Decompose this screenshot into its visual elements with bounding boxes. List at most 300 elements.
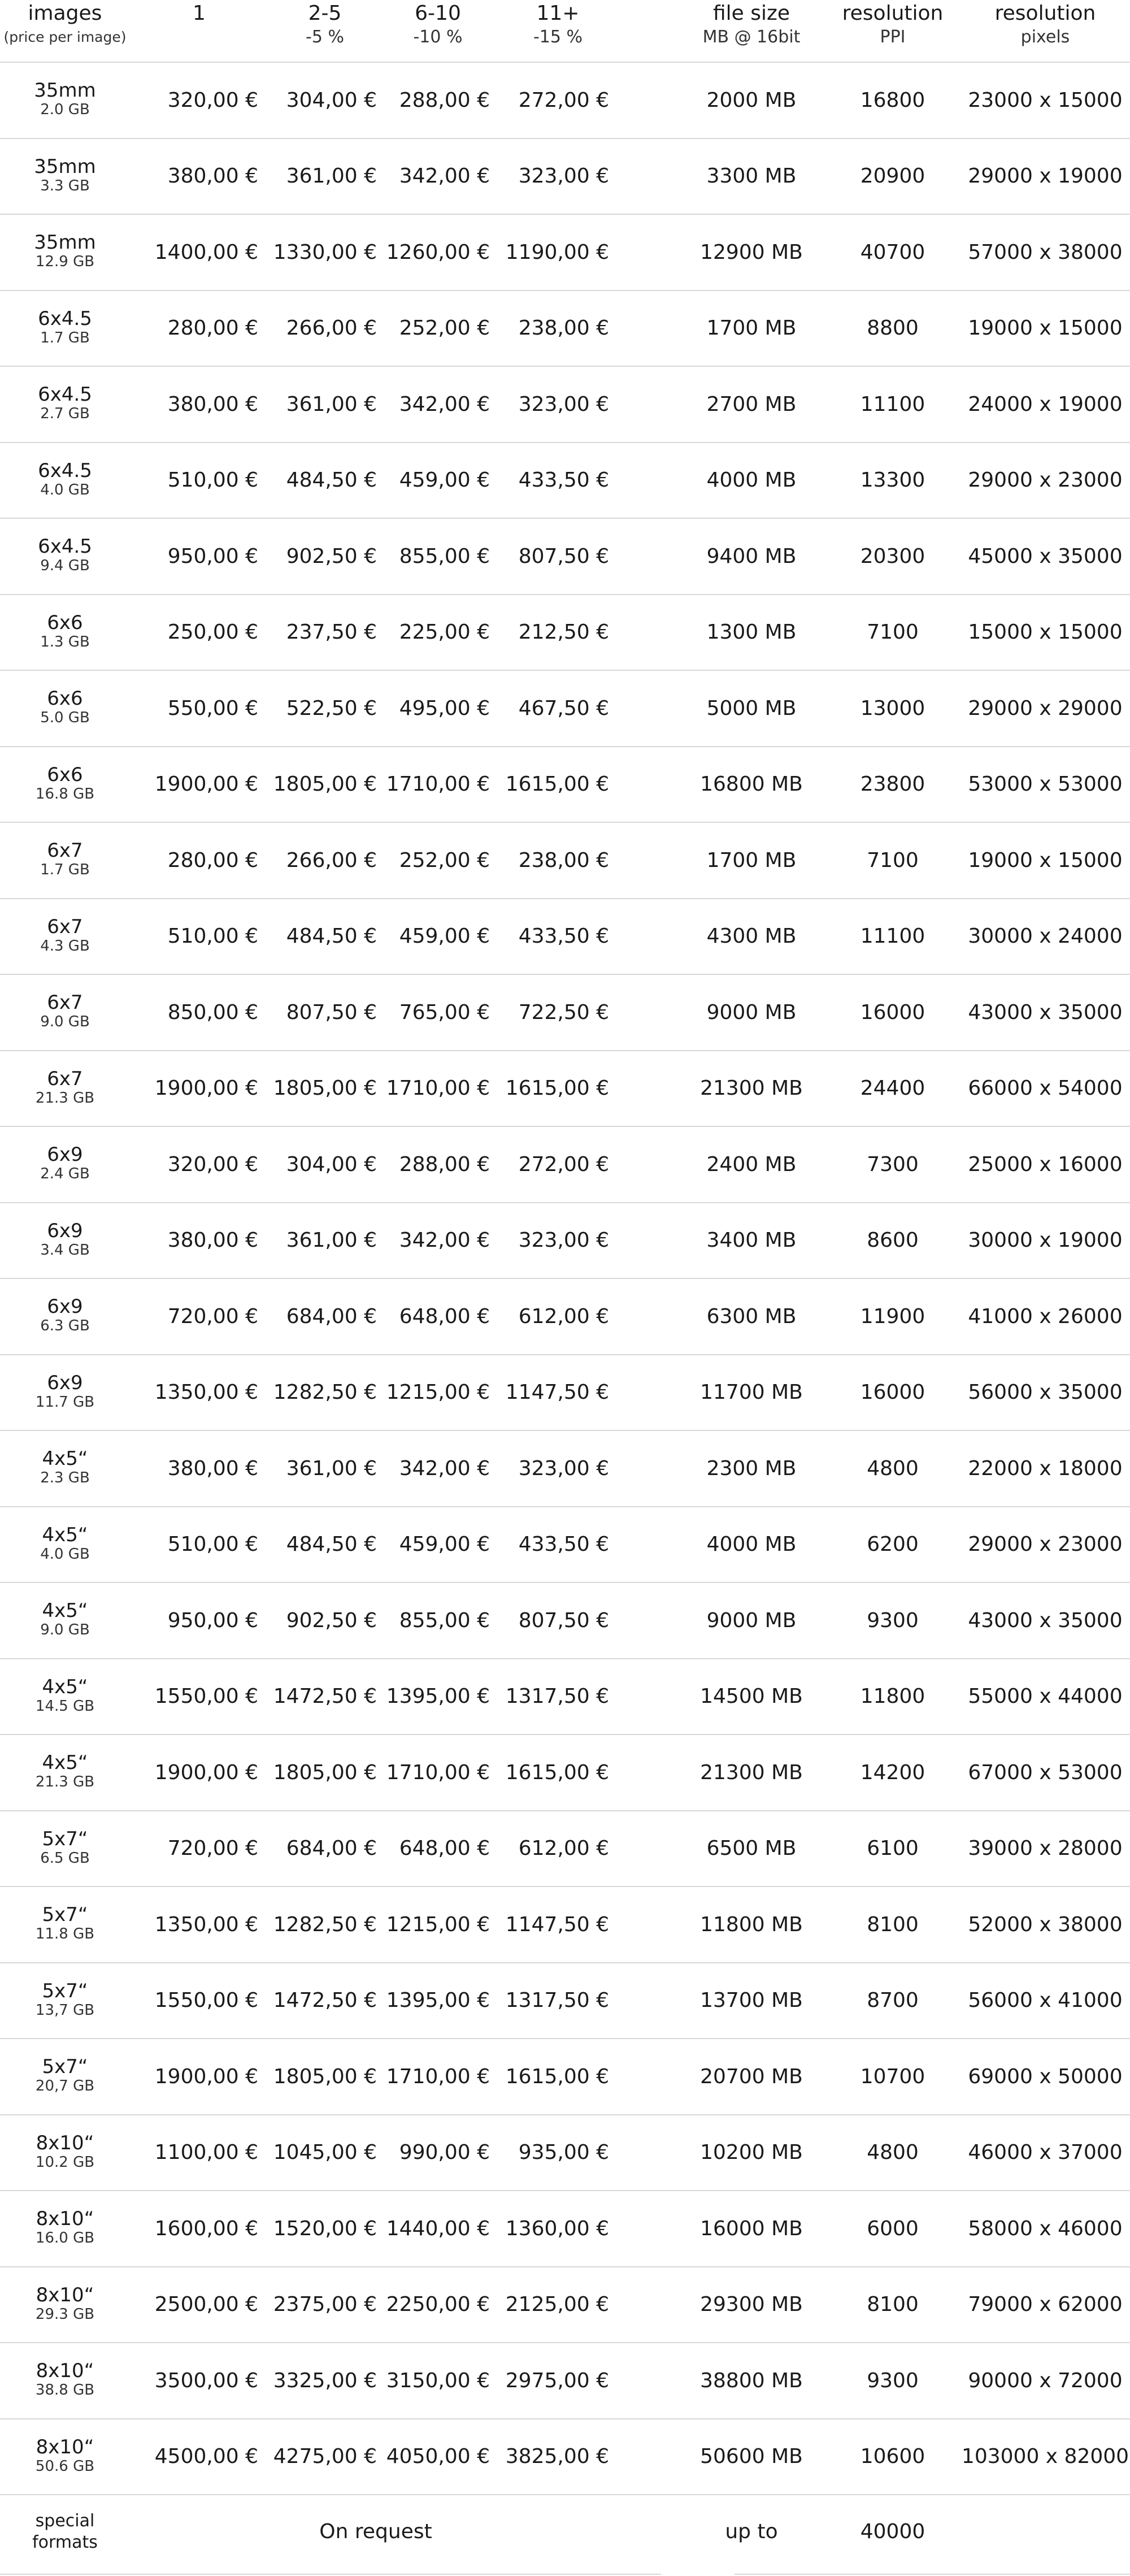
gap-cell xyxy=(621,1811,678,1887)
price-qty-2-5: 1330,00 € xyxy=(268,214,381,290)
price-qty-11: 2125,00 € xyxy=(494,2267,621,2343)
price-qty-6-10: 342,00 € xyxy=(381,1203,494,1279)
price-qty-2-5: 3325,00 € xyxy=(268,2343,381,2419)
price-qty-1: 850,00 € xyxy=(130,974,268,1051)
price-qty-1: 510,00 € xyxy=(130,443,268,519)
gap-cell xyxy=(621,366,678,443)
file-size-cell: 11700 MB xyxy=(678,1355,825,1431)
format-name: 6x9 xyxy=(47,1371,83,1394)
price-qty-11: 323,00 € xyxy=(494,1203,621,1279)
price-qty-6-10: 855,00 € xyxy=(381,1582,494,1659)
table-row xyxy=(0,595,1130,671)
header-file-size xyxy=(678,0,825,62)
price-qty-2-5: 484,50 € xyxy=(268,443,381,519)
gap-cell xyxy=(621,1582,678,1659)
resolution-ppi-cell: 4800 xyxy=(825,2115,960,2191)
header-resolution-ppi xyxy=(825,0,960,62)
special-row-divider-left xyxy=(0,2574,661,2575)
price-qty-2-5: 2375,00 € xyxy=(268,2267,381,2343)
format-gigabytes: 2.0 GB xyxy=(40,101,90,119)
resolution-ppi-cell: 11800 xyxy=(825,1659,960,1735)
special-pixels xyxy=(960,2495,1130,2568)
price-qty-2-5: 1520,00 € xyxy=(268,2191,381,2267)
price-qty-2-5: 902,50 € xyxy=(268,518,381,595)
format-name: 6x6 xyxy=(47,763,83,786)
price-qty-2-5: 1045,00 € xyxy=(268,2115,381,2191)
format-gigabytes: 1.7 GB xyxy=(40,329,90,346)
table-row xyxy=(0,443,1130,519)
resolution-pixels-cell: 57000 x 38000 xyxy=(960,214,1130,290)
format-name: 8x10“ xyxy=(36,2131,94,2154)
format-cell xyxy=(0,1582,130,1659)
price-qty-11: 433,50 € xyxy=(494,1507,621,1583)
price-qty-1: 380,00 € xyxy=(130,366,268,443)
table-row xyxy=(0,1582,1130,1659)
file-size-cell: 1700 MB xyxy=(678,822,825,899)
price-qty-11: 323,00 € xyxy=(494,138,621,215)
price-qty-2-5: 1472,50 € xyxy=(268,1963,381,2039)
file-size-cell: 6300 MB xyxy=(678,1278,825,1355)
format-gigabytes: 4.0 GB xyxy=(40,481,90,498)
price-qty-11: 467,50 € xyxy=(494,670,621,747)
file-size-cell: 11800 MB xyxy=(678,1887,825,1963)
price-qty-2-5: 684,00 € xyxy=(268,1278,381,1355)
header-qty-1 xyxy=(130,0,268,62)
gap-cell xyxy=(621,2115,678,2191)
price-qty-11: 433,50 € xyxy=(494,899,621,975)
format-gigabytes: 2.4 GB xyxy=(40,1165,90,1183)
table-row xyxy=(0,1811,1130,1887)
price-qty-1: 320,00 € xyxy=(130,1126,268,1203)
format-gigabytes: 16.8 GB xyxy=(35,785,95,803)
resolution-pixels-cell: 39000 x 28000 xyxy=(960,1811,1130,1887)
gap-cell xyxy=(621,974,678,1051)
price-qty-6-10: 459,00 € xyxy=(381,899,494,975)
resolution-pixels-cell: 29000 x 29000 xyxy=(960,670,1130,747)
table-row xyxy=(0,2115,1130,2191)
resolution-ppi-cell: 40700 xyxy=(825,214,960,290)
resolution-ppi-cell: 8100 xyxy=(825,1887,960,1963)
format-cell xyxy=(0,1659,130,1735)
price-qty-2-5: 361,00 € xyxy=(268,366,381,443)
price-qty-2-5: 1282,50 € xyxy=(268,1887,381,1963)
price-qty-11: 1360,00 € xyxy=(494,2191,621,2267)
gap-cell xyxy=(621,443,678,519)
gap-cell xyxy=(621,1963,678,2039)
format-gigabytes: 3.3 GB xyxy=(40,177,90,194)
format-name: 6x4.5 xyxy=(38,459,92,482)
gap-cell xyxy=(621,2343,678,2419)
price-qty-6-10: 1260,00 € xyxy=(381,214,494,290)
format-gigabytes: 9.0 GB xyxy=(40,1621,90,1639)
file-size-cell: 5000 MB xyxy=(678,670,825,747)
resolution-pixels-cell: 45000 x 35000 xyxy=(960,518,1130,595)
price-qty-2-5: 484,50 € xyxy=(268,899,381,975)
file-size-cell: 4300 MB xyxy=(678,899,825,975)
resolution-pixels-cell: 56000 x 35000 xyxy=(960,1355,1130,1431)
special-label-line1: special xyxy=(35,2510,95,2531)
price-qty-6-10: 288,00 € xyxy=(381,62,494,138)
price-qty-1: 510,00 € xyxy=(130,899,268,975)
file-size-cell: 3400 MB xyxy=(678,1203,825,1279)
price-qty-11: 2975,00 € xyxy=(494,2343,621,2419)
format-gigabytes: 10.2 GB xyxy=(35,2153,95,2171)
gap-cell xyxy=(621,2419,678,2495)
format-name: 6x4.5 xyxy=(38,307,92,330)
table-row xyxy=(0,366,1130,443)
table-row xyxy=(0,2267,1130,2343)
table-row xyxy=(0,2419,1130,2495)
price-qty-6-10: 225,00 € xyxy=(381,595,494,671)
resolution-pixels-cell: 66000 x 54000 xyxy=(960,1051,1130,1127)
price-qty-11: 1147,50 € xyxy=(494,1887,621,1963)
format-cell xyxy=(0,2419,130,2495)
price-qty-6-10: 1215,00 € xyxy=(381,1355,494,1431)
format-gigabytes: 11.8 GB xyxy=(35,1926,95,1943)
format-gigabytes: 20,7 GB xyxy=(35,2078,95,2095)
format-name: 35mm xyxy=(34,79,96,102)
format-cell xyxy=(0,1051,130,1127)
format-cell xyxy=(0,62,130,138)
gap-cell xyxy=(621,1126,678,1203)
format-name: 6x4.5 xyxy=(38,535,92,558)
header-qty-2-5-discount: -5 % xyxy=(306,27,344,47)
resolution-ppi-cell: 4800 xyxy=(825,1430,960,1507)
resolution-ppi-cell: 16000 xyxy=(825,1355,960,1431)
price-qty-1: 1550,00 € xyxy=(130,1963,268,2039)
format-gigabytes: 50.6 GB xyxy=(35,2457,95,2475)
resolution-pixels-cell: 15000 x 15000 xyxy=(960,595,1130,671)
resolution-pixels-cell: 43000 x 35000 xyxy=(960,1582,1130,1659)
price-qty-1: 380,00 € xyxy=(130,138,268,215)
price-qty-1: 250,00 € xyxy=(130,595,268,671)
resolution-ppi-cell: 8800 xyxy=(825,290,960,367)
format-name: 5x7“ xyxy=(42,1827,88,1850)
format-gigabytes: 4.0 GB xyxy=(40,1545,90,1563)
resolution-ppi-cell: 7100 xyxy=(825,595,960,671)
price-qty-6-10: 342,00 € xyxy=(381,366,494,443)
resolution-pixels-cell: 41000 x 26000 xyxy=(960,1278,1130,1355)
special-label-line2: formats xyxy=(32,2532,98,2552)
price-qty-6-10: 342,00 € xyxy=(381,1430,494,1507)
format-gigabytes: 1.3 GB xyxy=(40,633,90,650)
format-cell xyxy=(0,1507,130,1583)
resolution-pixels-cell: 53000 x 53000 xyxy=(960,747,1130,823)
gap-cell xyxy=(621,747,678,823)
table-row xyxy=(0,899,1130,975)
resolution-pixels-cell: 30000 x 19000 xyxy=(960,1203,1130,1279)
format-gigabytes: 4.3 GB xyxy=(40,937,90,955)
file-size-cell: 9400 MB xyxy=(678,518,825,595)
price-qty-11: 1615,00 € xyxy=(494,1051,621,1127)
resolution-pixels-cell: 25000 x 16000 xyxy=(960,1126,1130,1203)
price-qty-6-10: 459,00 € xyxy=(381,1507,494,1583)
format-gigabytes: 13,7 GB xyxy=(35,2001,95,2019)
price-qty-11: 323,00 € xyxy=(494,366,621,443)
header-resolution-pixels-sub: pixels xyxy=(1020,27,1070,47)
table-row xyxy=(0,1659,1130,1735)
price-qty-11: 238,00 € xyxy=(494,822,621,899)
price-qty-6-10: 1710,00 € xyxy=(381,747,494,823)
price-qty-1: 1900,00 € xyxy=(130,2039,268,2115)
format-cell xyxy=(0,1734,130,1811)
price-qty-2-5: 902,50 € xyxy=(268,1582,381,1659)
table-body xyxy=(0,62,1130,2568)
gap-cell xyxy=(621,518,678,595)
gap-cell xyxy=(621,1507,678,1583)
table-row xyxy=(0,1051,1130,1127)
price-qty-6-10: 765,00 € xyxy=(381,974,494,1051)
price-qty-6-10: 342,00 € xyxy=(381,138,494,215)
format-cell xyxy=(0,1811,130,1887)
table-row xyxy=(0,1963,1130,2039)
format-cell xyxy=(0,2039,130,2115)
gap-cell xyxy=(621,2191,678,2267)
price-qty-2-5: 4275,00 € xyxy=(268,2419,381,2495)
price-qty-1: 720,00 € xyxy=(130,1278,268,1355)
price-qty-11: 1615,00 € xyxy=(494,747,621,823)
gap-cell xyxy=(621,1659,678,1735)
price-qty-2-5: 484,50 € xyxy=(268,1507,381,1583)
format-cell xyxy=(0,595,130,671)
price-qty-2-5: 266,00 € xyxy=(268,822,381,899)
price-qty-11: 272,00 € xyxy=(494,1126,621,1203)
file-size-cell: 21300 MB xyxy=(678,1734,825,1811)
price-qty-1: 720,00 € xyxy=(130,1811,268,1887)
format-gigabytes: 12.9 GB xyxy=(35,253,95,271)
format-gigabytes: 21.3 GB xyxy=(35,1773,95,1791)
resolution-pixels-cell: 24000 x 19000 xyxy=(960,366,1130,443)
gap-cell xyxy=(621,1355,678,1431)
resolution-ppi-cell: 23800 xyxy=(825,747,960,823)
gap-cell xyxy=(621,670,678,747)
resolution-pixels-cell: 69000 x 50000 xyxy=(960,2039,1130,2115)
format-cell xyxy=(0,1203,130,1279)
resolution-ppi-cell: 9300 xyxy=(825,2343,960,2419)
resolution-pixels-cell: 43000 x 35000 xyxy=(960,974,1130,1051)
format-name: 6x9 xyxy=(47,1219,83,1242)
price-qty-6-10: 3150,00 € xyxy=(381,2343,494,2419)
file-size-cell: 1300 MB xyxy=(678,595,825,671)
table-row xyxy=(0,1734,1130,1811)
format-name: 6x7 xyxy=(47,1067,83,1090)
format-cell xyxy=(0,1126,130,1203)
gap-cell xyxy=(621,1278,678,1355)
format-cell xyxy=(0,974,130,1051)
price-qty-11: 807,50 € xyxy=(494,518,621,595)
table-row xyxy=(0,1887,1130,1963)
header-qty-11-label: 11+ xyxy=(536,2,580,25)
format-cell xyxy=(0,443,130,519)
format-gigabytes: 1.7 GB xyxy=(40,861,90,879)
header-resolution-ppi-sub: PPI xyxy=(880,27,906,47)
resolution-ppi-cell: 6200 xyxy=(825,1507,960,1583)
file-size-cell: 3300 MB xyxy=(678,138,825,215)
format-gigabytes: 6.5 GB xyxy=(40,1849,90,1867)
price-qty-6-10: 1710,00 € xyxy=(381,1734,494,1811)
price-qty-6-10: 648,00 € xyxy=(381,1278,494,1355)
format-name: 4x5“ xyxy=(42,1523,88,1546)
price-qty-6-10: 459,00 € xyxy=(381,443,494,519)
gap-cell xyxy=(621,1203,678,1279)
table-row xyxy=(0,1507,1130,1583)
file-size-cell: 9000 MB xyxy=(678,1582,825,1659)
price-qty-11: 612,00 € xyxy=(494,1278,621,1355)
resolution-ppi-cell: 10600 xyxy=(825,2419,960,2495)
file-size-cell: 1700 MB xyxy=(678,290,825,367)
price-qty-11: 1615,00 € xyxy=(494,2039,621,2115)
resolution-pixels-cell: 23000 x 15000 xyxy=(960,62,1130,138)
price-qty-1: 280,00 € xyxy=(130,822,268,899)
format-name: 6x7 xyxy=(47,991,83,1014)
special-price: On request xyxy=(319,2520,432,2543)
table-row xyxy=(0,822,1130,899)
table-row xyxy=(0,2191,1130,2267)
format-gigabytes: 29.3 GB xyxy=(35,2305,95,2323)
gap-cell xyxy=(621,1887,678,1963)
price-qty-11: 1317,50 € xyxy=(494,1963,621,2039)
price-qty-1: 950,00 € xyxy=(130,518,268,595)
header-qty-11-discount: -15 % xyxy=(533,27,583,47)
price-qty-2-5: 1282,50 € xyxy=(268,1355,381,1431)
price-qty-11: 1147,50 € xyxy=(494,1355,621,1431)
format-name: 6x9 xyxy=(47,1295,83,1319)
price-qty-6-10: 1710,00 € xyxy=(381,2039,494,2115)
file-size-cell: 10200 MB xyxy=(678,2115,825,2191)
format-name: 6x6 xyxy=(47,687,83,710)
header-resolution-pixels-label: resolution xyxy=(994,2,1096,25)
price-qty-2-5: 361,00 € xyxy=(268,138,381,215)
table-row xyxy=(0,1430,1130,1507)
format-gigabytes: 2.3 GB xyxy=(40,1469,90,1487)
gap-cell xyxy=(621,2267,678,2343)
table-header xyxy=(0,0,1130,62)
table-row xyxy=(0,2343,1130,2419)
file-size-cell: 29300 MB xyxy=(678,2267,825,2343)
format-gigabytes: 9.0 GB xyxy=(40,1013,90,1031)
price-qty-2-5: 1805,00 € xyxy=(268,1051,381,1127)
resolution-ppi-cell: 10700 xyxy=(825,2039,960,2115)
format-gigabytes: 11.7 GB xyxy=(35,1393,95,1411)
file-size-cell: 20700 MB xyxy=(678,2039,825,2115)
table-row xyxy=(0,62,1130,138)
resolution-pixels-cell: 56000 x 41000 xyxy=(960,1963,1130,2039)
price-qty-1: 550,00 € xyxy=(130,670,268,747)
price-qty-11: 612,00 € xyxy=(494,1811,621,1887)
gap-cell xyxy=(621,62,678,138)
price-qty-11: 1190,00 € xyxy=(494,214,621,290)
resolution-pixels-cell: 67000 x 53000 xyxy=(960,1734,1130,1811)
price-qty-11: 1317,50 € xyxy=(494,1659,621,1735)
price-qty-1: 320,00 € xyxy=(130,62,268,138)
table-row xyxy=(0,2039,1130,2115)
resolution-ppi-cell: 24400 xyxy=(825,1051,960,1127)
format-cell xyxy=(0,747,130,823)
file-size-cell: 2000 MB xyxy=(678,62,825,138)
header-gap xyxy=(621,0,678,62)
header-images-label: images xyxy=(28,2,102,25)
table-row xyxy=(0,290,1130,367)
format-name: 6x7 xyxy=(47,839,83,862)
price-qty-2-5: 522,50 € xyxy=(268,670,381,747)
file-size-cell: 16800 MB xyxy=(678,747,825,823)
special-row-divider-right xyxy=(734,2574,1130,2575)
special-formats-row xyxy=(0,2495,1130,2568)
price-qty-1: 1900,00 € xyxy=(130,1734,268,1811)
table-row xyxy=(0,974,1130,1051)
price-qty-6-10: 2250,00 € xyxy=(381,2267,494,2343)
price-qty-11: 238,00 € xyxy=(494,290,621,367)
price-qty-6-10: 495,00 € xyxy=(381,670,494,747)
price-qty-2-5: 1805,00 € xyxy=(268,747,381,823)
price-qty-1: 950,00 € xyxy=(130,1582,268,1659)
file-size-cell: 4000 MB xyxy=(678,443,825,519)
resolution-pixels-cell: 22000 x 18000 xyxy=(960,1430,1130,1507)
format-name: 4x5“ xyxy=(42,1751,88,1775)
resolution-pixels-cell: 55000 x 44000 xyxy=(960,1659,1130,1735)
price-qty-1: 510,00 € xyxy=(130,1507,268,1583)
price-qty-11: 433,50 € xyxy=(494,443,621,519)
file-size-cell: 2300 MB xyxy=(678,1430,825,1507)
format-gigabytes: 21.3 GB xyxy=(35,1089,95,1107)
price-qty-6-10: 1215,00 € xyxy=(381,1887,494,1963)
price-qty-2-5: 684,00 € xyxy=(268,1811,381,1887)
price-qty-2-5: 1805,00 € xyxy=(268,2039,381,2115)
header-qty-2-5 xyxy=(268,0,381,62)
price-qty-6-10: 1395,00 € xyxy=(381,1963,494,2039)
resolution-ppi-cell: 6000 xyxy=(825,2191,960,2267)
table-row xyxy=(0,1126,1130,1203)
price-qty-1: 280,00 € xyxy=(130,290,268,367)
file-size-cell: 38800 MB xyxy=(678,2343,825,2419)
format-cell xyxy=(0,2267,130,2343)
resolution-pixels-cell: 29000 x 23000 xyxy=(960,1507,1130,1583)
format-cell xyxy=(0,1887,130,1963)
format-cell xyxy=(0,2191,130,2267)
file-size-cell: 13700 MB xyxy=(678,1963,825,2039)
price-qty-1: 380,00 € xyxy=(130,1203,268,1279)
resolution-ppi-cell: 16000 xyxy=(825,974,960,1051)
format-cell xyxy=(0,2343,130,2419)
format-gigabytes: 6.3 GB xyxy=(40,1317,90,1335)
table-row xyxy=(0,670,1130,747)
resolution-pixels-cell: 19000 x 15000 xyxy=(960,822,1130,899)
format-name: 5x7“ xyxy=(42,1903,88,1927)
file-size-cell: 2700 MB xyxy=(678,366,825,443)
price-qty-11: 807,50 € xyxy=(494,1582,621,1659)
file-size-cell: 12900 MB xyxy=(678,214,825,290)
format-name: 4x5“ xyxy=(42,1599,88,1623)
price-qty-1: 3500,00 € xyxy=(130,2343,268,2419)
file-size-cell: 6500 MB xyxy=(678,1811,825,1887)
price-qty-6-10: 990,00 € xyxy=(381,2115,494,2191)
resolution-ppi-cell: 11100 xyxy=(825,366,960,443)
resolution-ppi-cell: 20900 xyxy=(825,138,960,215)
format-cell xyxy=(0,518,130,595)
resolution-pixels-cell: 46000 x 37000 xyxy=(960,2115,1130,2191)
format-gigabytes: 5.0 GB xyxy=(40,709,90,727)
gap-cell xyxy=(621,2039,678,2115)
header-file-size-label: file size xyxy=(712,2,790,25)
gap-cell xyxy=(621,290,678,367)
price-qty-1: 1350,00 € xyxy=(130,1355,268,1431)
price-qty-6-10: 1395,00 € xyxy=(381,1659,494,1735)
price-qty-6-10: 855,00 € xyxy=(381,518,494,595)
format-name: 6x6 xyxy=(47,611,83,634)
table-row xyxy=(0,518,1130,595)
price-qty-6-10: 1440,00 € xyxy=(381,2191,494,2267)
format-cell xyxy=(0,366,130,443)
